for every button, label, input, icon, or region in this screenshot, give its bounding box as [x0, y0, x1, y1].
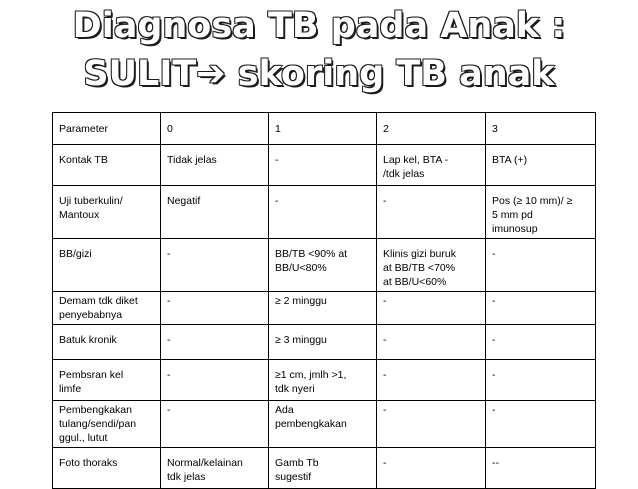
table-cell: Negatif — [161, 186, 269, 239]
header-cell-score-1: 1 — [269, 113, 377, 145]
header-cell-score-2: 2 — [377, 113, 486, 145]
header-cell-score-0: 0 — [161, 113, 269, 145]
table-row — [53, 360, 596, 401]
table-cell: - — [161, 292, 269, 325]
table-cell: BB/gizi — [53, 239, 161, 292]
table-cell: Pos (≥ 10 mm)/ ≥ 5 mm pd imunosup — [486, 186, 596, 239]
table-cell: - — [377, 448, 486, 489]
header-cell-parameter: Parameter — [53, 113, 161, 145]
table-cell: - — [269, 186, 377, 239]
table-row — [53, 325, 596, 360]
table-cell: ≥1 cm, jmlh >1, tdk nyeri — [269, 360, 377, 401]
table-cell: Kontak TB — [53, 145, 161, 186]
table-cell: - — [486, 360, 596, 401]
table-cell: Gamb Tb sugestif — [269, 448, 377, 489]
table-cell: BTA (+) — [486, 145, 596, 186]
table-row — [53, 145, 596, 186]
table-cell: -- — [486, 448, 596, 489]
table-cell: Normal/kelainan tdk jelas — [161, 448, 269, 489]
table-cell: - — [269, 145, 377, 186]
table-row — [53, 448, 596, 489]
table-cell: - — [161, 239, 269, 292]
table-cell: Demam tdk diket penyebabnya — [53, 292, 161, 325]
table-cell: ≥ 3 minggu — [269, 325, 377, 360]
table-cell: - — [377, 325, 486, 360]
table-cell: Uji tuberkulin/ Mantoux — [53, 186, 161, 239]
table-cell: ≥ 2 minggu — [269, 292, 377, 325]
table-cell: Foto thoraks — [53, 448, 161, 489]
table-cell: - — [486, 292, 596, 325]
table-row — [53, 292, 596, 325]
table-cell: - — [377, 401, 486, 448]
table-cell: Klinis gizi buruk at BB/TB <70% at BB/U<60% — [377, 239, 486, 292]
slide-title-area — [0, 0, 638, 104]
header-cell-score-3: 3 — [486, 113, 596, 145]
table-cell: - — [161, 325, 269, 360]
table-row — [53, 239, 596, 292]
table-cell: Lap kel, BTA - /tdk jelas — [377, 145, 486, 186]
table-row — [53, 401, 596, 448]
table-cell: - — [377, 292, 486, 325]
table-cell: - — [377, 360, 486, 401]
table-cell: - — [161, 401, 269, 448]
slide-subtitle: SULIT➔ skoring TB anak — [83, 54, 555, 94]
table-cell: Ada pembengkakan — [269, 401, 377, 448]
table-cell: Batuk kronik — [53, 325, 161, 360]
table-row — [53, 186, 596, 239]
table-cell: - — [161, 360, 269, 401]
table-header-row — [53, 113, 596, 145]
table-cell: Tidak jelas — [161, 145, 269, 186]
table-cell: - — [486, 325, 596, 360]
table-cell: - — [377, 186, 486, 239]
scoring-table — [52, 112, 596, 489]
table-cell: Pembengkakan tulang/sendi/pan ggul., lutut — [53, 401, 161, 448]
slide-title: Diagnosa TB pada Anak : — [72, 6, 566, 46]
table-cell: - — [486, 239, 596, 292]
table-cell: Pembsran kel limfe — [53, 360, 161, 401]
table-cell: BB/TB <90% at BB/U<80% — [269, 239, 377, 292]
table-cell: - — [486, 401, 596, 448]
